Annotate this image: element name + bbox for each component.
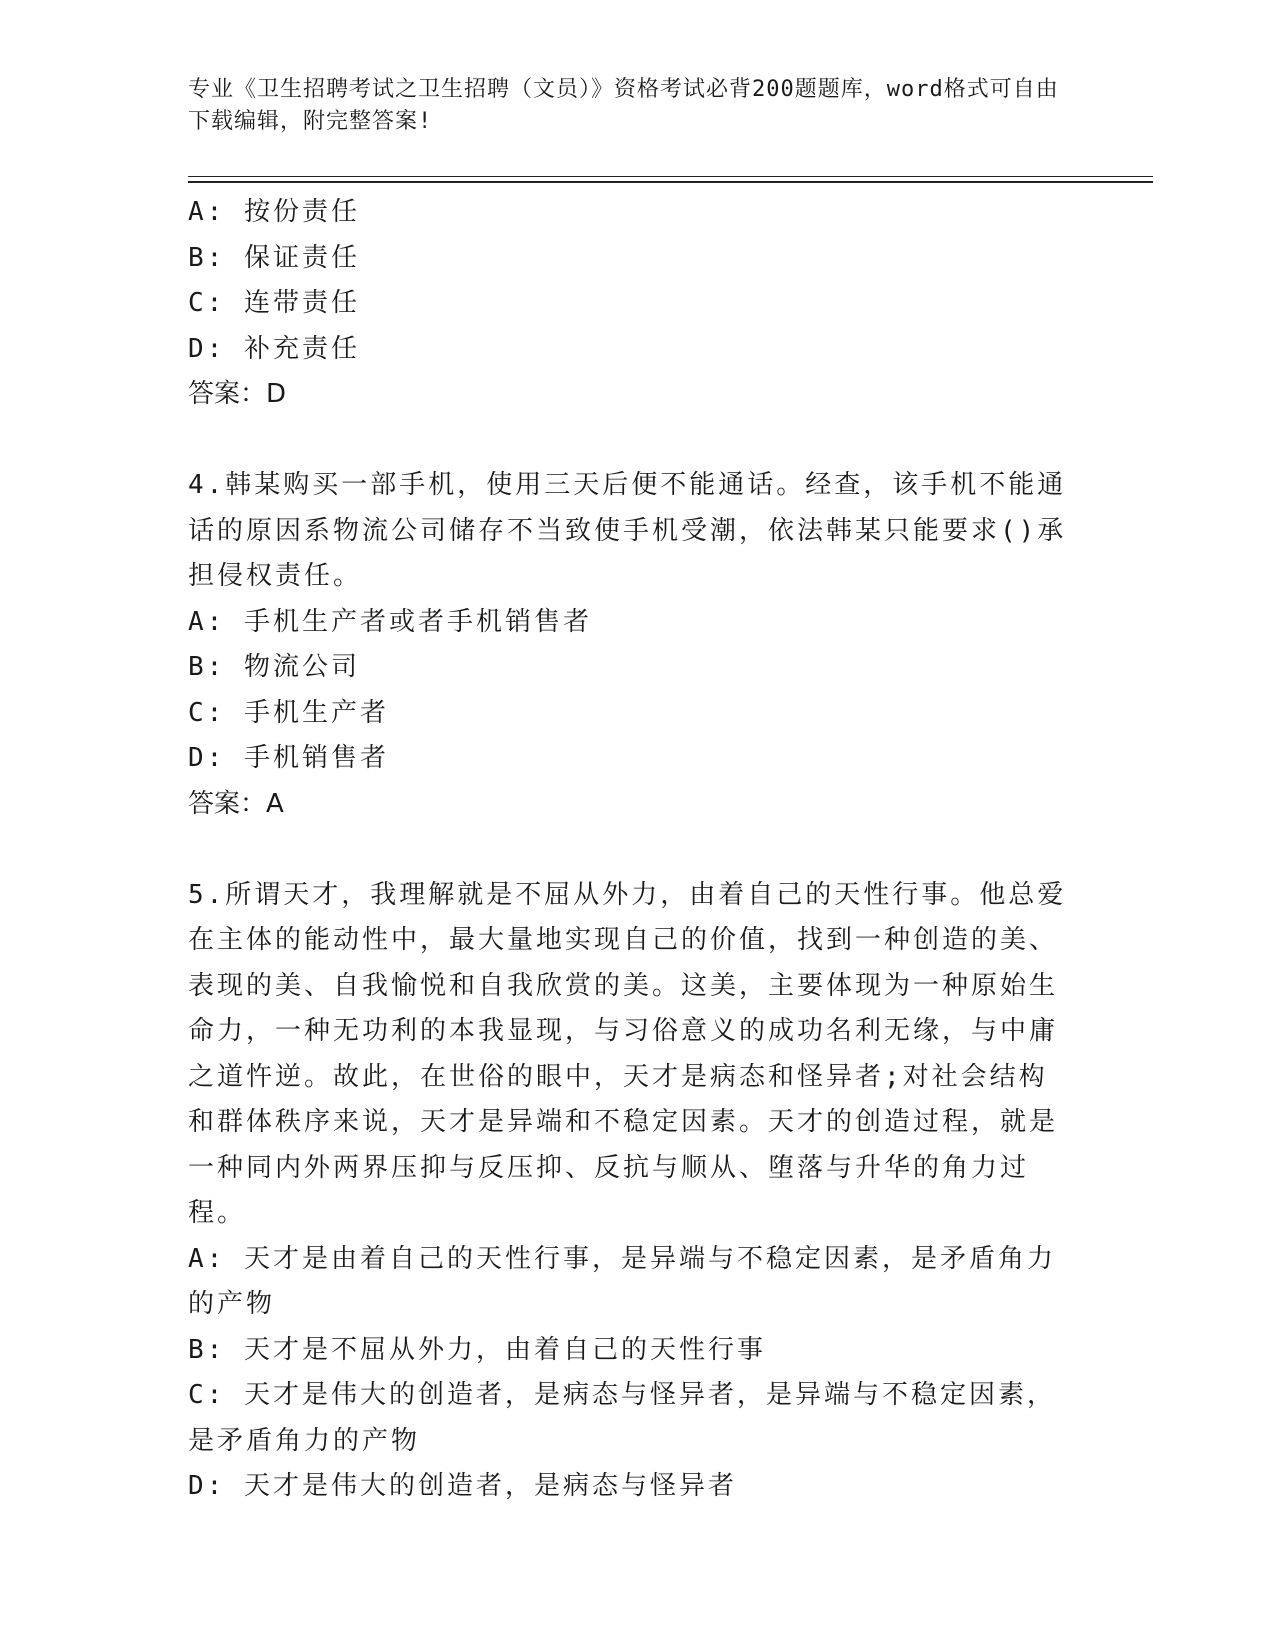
header-divider-thin (188, 176, 1153, 177)
q4-text: 4.韩某购买一部手机，使用三天后便不能通话。经查，该手机不能通话的原因系物流公司储存不当致使手机受潮，依法韩某只能要求()承担侵权责任。 (188, 470, 1067, 591)
q5-option-a: A: 天才是由着自己的天性行事，是异端与不稳定因素，是矛盾角力的产物 (188, 1243, 1056, 1319)
question-content (188, 190, 1068, 1510)
q3-option-d: D: 补充责任 (188, 333, 360, 364)
header-divider-thick (188, 181, 1153, 183)
q4-answer: 答案：A (188, 788, 284, 819)
q3-option-a: A: 按份责任 (188, 197, 360, 227)
q5-option-c: C: 天才是伟大的创造者，是病态与怪异者，是异端与不稳定因素，是矛盾角力的产物 (188, 1380, 1056, 1456)
spacer (188, 827, 1068, 873)
question-4 (188, 463, 1068, 827)
q5-text: 5.所谓天才，我理解就是不屈从外力，由着自己的天性行事。他总爱在主体的能动性中，最大量地实现自己的价值，找到一种创造的美、表现的美、自我愉悦和自我欣赏的美。这美，主要体现为一种原始生命力，一种无功利的本我显现，与习俗意义的成功名利无缘，与中庸之道忤逆。故此，在世俗的眼中，天才是病态和怪异者;对社会结构和群体秩序来说，天才是异端和不稳定因素。天才的创造过程，就是一种同内外两界压抑与反压抑、反抗与顺从、堕落与升华的角力过程。 (188, 879, 1067, 1228)
q4-option-d: D: 手机销售者 (188, 743, 389, 773)
document-header: 专业《卫生招聘考试之卫生招聘（文员）》资格考试必背200题题库，word格式可自由下载编辑，附完整答案! (188, 77, 1059, 134)
q4-option-b: B: 物流公司 (188, 652, 360, 682)
q5-option-b: B: 天才是不屈从外力，由着自己的天性行事 (188, 1334, 766, 1365)
question-3 (188, 190, 1068, 418)
q3-option-c: C: 连带责任 (188, 288, 360, 318)
question-5 (188, 873, 1068, 1510)
q4-option-a: A: 手机生产者或者手机销售者 (188, 606, 592, 637)
q3-answer: 答案：D (188, 379, 287, 409)
q5-option-d: D: 天才是伟大的创造者，是病态与怪异者 (188, 1471, 737, 1501)
spacer (188, 418, 1068, 464)
q4-option-c: C: 手机生产者 (188, 697, 389, 728)
q3-option-b: B: 保证责任 (188, 242, 360, 273)
